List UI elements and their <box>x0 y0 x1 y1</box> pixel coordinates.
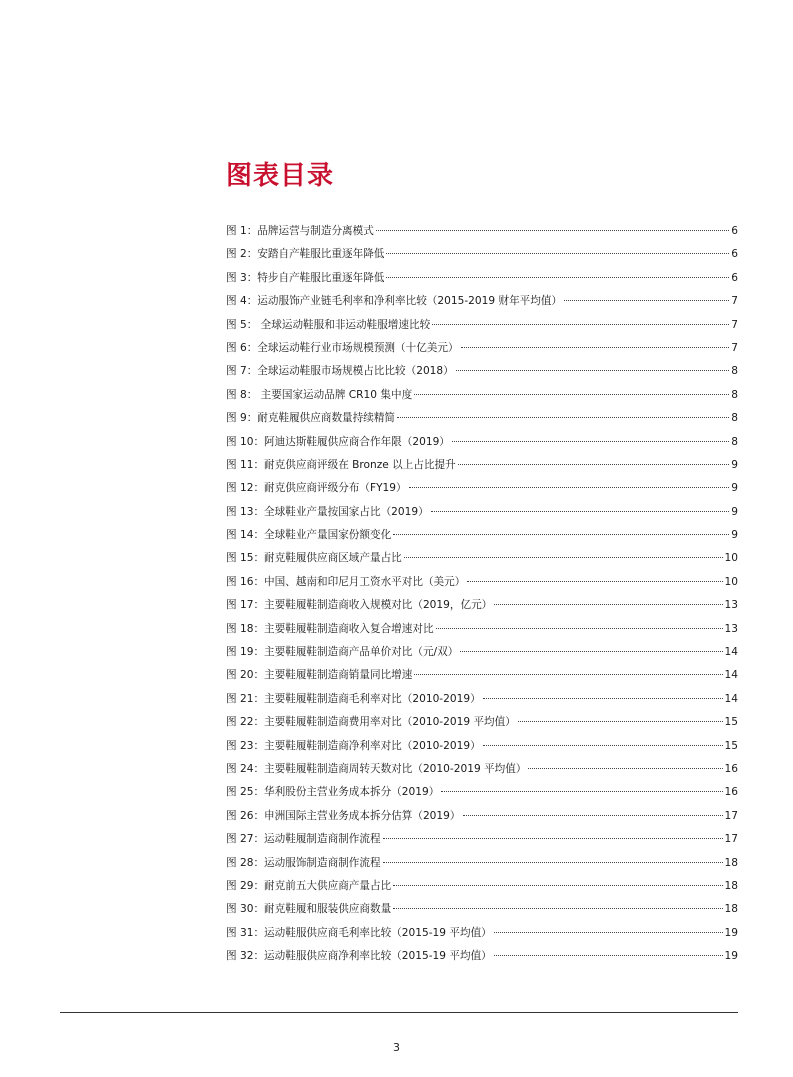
toc-dot-leader <box>409 486 730 488</box>
toc-entry-page: 9 <box>731 529 738 542</box>
toc-entry-page: 14 <box>724 669 738 682</box>
toc-entry-page: 13 <box>724 622 738 635</box>
toc-dot-leader <box>441 790 722 792</box>
toc-entry[interactable] <box>226 711 738 734</box>
toc-dot-leader <box>431 510 730 512</box>
toc-dot-leader <box>386 276 729 278</box>
toc-entry[interactable] <box>226 243 738 266</box>
toc-dot-leader <box>404 556 723 558</box>
toc-entry[interactable] <box>226 922 738 945</box>
toc-entry[interactable] <box>226 688 738 711</box>
toc-entry-page: 8 <box>731 388 738 401</box>
toc-entry-page: 9 <box>731 482 738 495</box>
toc-entry-label: 图 17：主要鞋履鞋制造商收入规模对比（2019，亿元） <box>226 599 493 612</box>
toc-entry[interactable] <box>226 407 738 430</box>
toc-entry-page: 18 <box>724 903 738 916</box>
toc-entry[interactable] <box>226 664 738 687</box>
toc-entry-page: 8 <box>731 435 738 448</box>
toc-dot-leader <box>393 884 722 886</box>
toc-entry[interactable] <box>226 337 738 360</box>
toc-entry-label: 图 14：全球鞋业产量国家份额变化 <box>226 529 392 542</box>
toc-entry-label: 图 31：运动鞋服供应商毛利率比较（2015-19 平均值） <box>226 926 492 939</box>
toc-dot-leader <box>393 907 722 909</box>
toc-entry-label: 图 10：阿迪达斯鞋履供应商合作年限（2019） <box>226 435 450 448</box>
toc-entry-label: 图 19：主要鞋履鞋制造商产品单价对比（元/双） <box>226 646 459 659</box>
toc-entry[interactable] <box>226 875 738 898</box>
toc-entry-label: 图 16：中国、越南和印尼月工资水平对比（美元） <box>226 575 466 588</box>
toc-entry-label: 图 9：耐克鞋履供应商数量持续精简 <box>226 412 396 425</box>
toc-entry-label: 图 3：特步自产鞋服比重逐年降低 <box>226 271 385 284</box>
toc-entry-page: 17 <box>724 809 738 822</box>
toc-dot-leader <box>494 603 722 605</box>
toc-entry[interactable] <box>226 781 738 804</box>
toc-entry-page: 7 <box>731 318 738 331</box>
toc-entry[interactable] <box>226 945 738 968</box>
toc-entry[interactable] <box>226 501 738 524</box>
toc-entry-page: 7 <box>731 341 738 354</box>
toc-entry-label: 图 24：主要鞋履鞋制造商周转天数对比（2010-2019 平均值） <box>226 762 527 775</box>
toc-dot-leader <box>467 580 722 582</box>
toc-dot-leader <box>383 837 723 839</box>
toc-entry[interactable] <box>226 594 738 617</box>
toc-entry-page: 13 <box>724 599 738 612</box>
toc-entry[interactable] <box>226 314 738 337</box>
toc-entry-page: 8 <box>731 412 738 425</box>
toc-entry[interactable] <box>226 267 738 290</box>
toc-entry-label: 图 6：全球运动鞋行业市场规模预测（十亿美元） <box>226 341 459 354</box>
toc-entry[interactable] <box>226 477 738 500</box>
toc-dot-leader <box>458 463 730 465</box>
toc-entry-label: 图 8： 主要国家运动品牌 CR10 集中度 <box>226 388 413 401</box>
toc-entry[interactable] <box>226 828 738 851</box>
toc-entry-label: 图 2：安踏自产鞋服比重逐年降低 <box>226 248 385 261</box>
toc-entry-label: 图 5： 全球运动鞋服和非运动鞋服增速比较 <box>226 318 431 331</box>
toc-entry-label: 图 32：运动鞋服供应商净利率比较（2015-19 平均值） <box>226 950 492 963</box>
toc-entry[interactable] <box>226 454 738 477</box>
toc-dot-leader <box>414 393 729 395</box>
toc-entry-page: 16 <box>724 786 738 799</box>
toc-entry[interactable] <box>226 641 738 664</box>
toc-dot-leader <box>414 673 722 675</box>
toc-entry-page: 9 <box>731 458 738 471</box>
table-of-figures <box>226 220 738 969</box>
toc-entry-page: 6 <box>731 271 738 284</box>
page-number: 3 <box>393 1041 400 1054</box>
toc-entry-label: 图 1：品牌运营与制造分离模式 <box>226 225 374 237</box>
toc-entry-page: 18 <box>724 856 738 869</box>
toc-entry-page: 7 <box>731 295 738 308</box>
toc-entry[interactable] <box>226 524 738 547</box>
toc-entry-label: 图 27：运动鞋履制造商制作流程 <box>226 833 381 846</box>
toc-entry[interactable] <box>226 571 738 594</box>
toc-dot-leader <box>432 323 729 325</box>
toc-entry-label: 图 29：耐克前五大供应商产量占比 <box>226 879 392 892</box>
toc-entry[interactable] <box>226 360 738 383</box>
toc-dot-leader <box>397 416 729 418</box>
toc-entry-label: 图 4：运动服饰产业链毛利率和净利率比较（2015-2019 财年平均值） <box>226 295 563 308</box>
toc-entry-page: 10 <box>724 575 738 588</box>
toc-entry-page: 15 <box>724 716 738 729</box>
toc-entry[interactable] <box>226 618 738 641</box>
toc-entry[interactable] <box>226 290 738 313</box>
toc-dot-leader <box>436 627 723 629</box>
toc-dot-leader <box>494 931 723 933</box>
page-title: 图表目录 <box>226 161 335 191</box>
toc-entry-label: 图 26：申洲国际主营业务成本拆分估算（2019） <box>226 809 461 822</box>
toc-entry-page: 8 <box>731 365 738 378</box>
toc-entry[interactable] <box>226 547 738 570</box>
toc-dot-leader <box>383 861 723 863</box>
toc-entry-page: 9 <box>731 505 738 518</box>
toc-dot-leader <box>528 767 722 769</box>
toc-entry-label: 图 15：耐克鞋履供应商区域产量占比 <box>226 552 402 565</box>
toc-entry[interactable] <box>226 735 738 758</box>
toc-dot-leader <box>463 814 723 816</box>
toc-entry-label: 图 13：全球鞋业产量按国家占比（2019） <box>226 505 429 518</box>
toc-entry[interactable] <box>226 852 738 875</box>
toc-entry-label: 图 11：耐克供应商评级在 Bronze 以上占比提升 <box>226 458 456 471</box>
toc-entry-page: 6 <box>731 248 738 261</box>
toc-entry-label: 图 22：主要鞋履鞋制造商费用率对比（2010-2019 平均值） <box>226 716 516 729</box>
toc-entry-page: 6 <box>731 225 738 237</box>
toc-entry[interactable] <box>226 220 738 243</box>
toc-entry-page: 14 <box>724 646 738 659</box>
toc-entry-label: 图 7：全球运动鞋服市场规模占比比较（2018） <box>226 365 454 378</box>
toc-entry[interactable] <box>226 384 738 407</box>
toc-entry-label: 图 25：华利股份主营业务成本拆分（2019） <box>226 786 440 799</box>
toc-entry-label: 图 21：主要鞋履鞋制造商毛利率对比（2010-2019） <box>226 692 481 705</box>
toc-entry-label: 图 28：运动服饰制造商制作流程 <box>226 856 381 869</box>
toc-entry-label: 图 23：主要鞋履鞋制造商净利率对比（2010-2019） <box>226 739 481 752</box>
toc-dot-leader <box>518 720 723 722</box>
toc-dot-leader <box>376 229 729 231</box>
toc-dot-leader <box>483 697 723 699</box>
toc-entry-label: 图 20：主要鞋履鞋制造商销量同比增速 <box>226 669 413 682</box>
toc-entry-page: 19 <box>724 926 738 939</box>
toc-entry[interactable] <box>226 758 738 781</box>
toc-entry[interactable] <box>226 431 738 454</box>
toc-entry[interactable] <box>226 805 738 828</box>
toc-entry-page: 17 <box>724 833 738 846</box>
toc-dot-leader <box>461 346 730 348</box>
toc-dot-leader <box>393 533 729 535</box>
toc-dot-leader <box>494 954 723 956</box>
toc-entry-page: 15 <box>724 739 738 752</box>
toc-entry-label: 图 18：主要鞋履鞋制造商收入复合增速对比 <box>226 622 434 635</box>
toc-entry-label: 图 12：耐克供应商评级分布（FY19） <box>226 482 407 495</box>
toc-dot-leader <box>564 299 729 301</box>
toc-entry-page: 18 <box>724 879 738 892</box>
toc-dot-leader <box>460 650 722 652</box>
toc-dot-leader <box>386 252 729 254</box>
toc-entry-label: 图 30：耐克鞋履和服装供应商数量 <box>226 903 392 916</box>
toc-entry-page: 16 <box>724 762 738 775</box>
toc-entry-page: 19 <box>724 950 738 963</box>
toc-dot-leader <box>483 744 723 746</box>
toc-entry-page: 14 <box>724 692 738 705</box>
footer-divider <box>60 1012 738 1013</box>
toc-entry[interactable] <box>226 898 738 921</box>
toc-dot-leader <box>452 440 729 442</box>
toc-dot-leader <box>456 369 729 371</box>
toc-entry-page: 10 <box>724 552 738 565</box>
